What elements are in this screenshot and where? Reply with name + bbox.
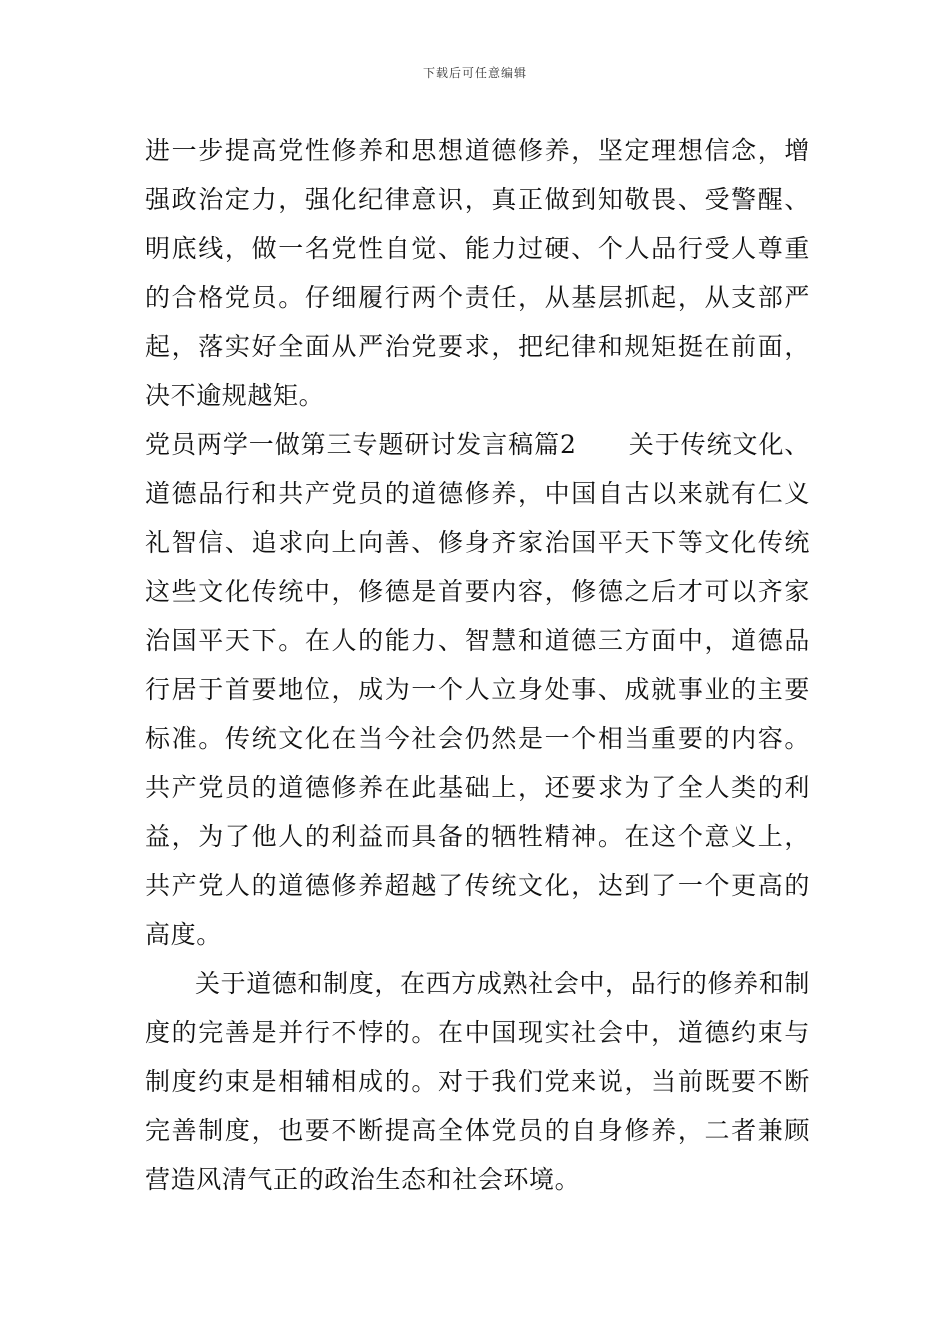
- paragraph-1: 进一步提高党性修养和思想道德修养，坚定理想信念，增强政治定力，强化纪律意识，真正做到知敬畏、受警醒、明底线，做一名党性自觉、能力过硬、个人品行受人尊重的合格党员。仔细履行两个责任，从基层抓起，从支部严起，落实好全面从严治党要求，把纪律和规矩挺在前面，决不逾规越矩。: [145, 136, 810, 410]
- page-header: 下载后可任意编辑: [422, 66, 527, 80]
- paragraph-2: 党员两学一做第三专题研讨发言稿篇2 关于传统文化、道德品行和共产党员的道德修养，中国自古以来就有仁义礼智信、追求向上向善、修身齐家治国平天下等文化传统这些文化传统中，修德是首要内容，修德之后才可以齐家治国平天下。在人的能力、智慧和道德三方面中，道德品行居于首要地位，成为一个人立身处事、成就事业的主要标准。传统文化在当今社会仍然是一个相当重要的内容。共产党员的道德修养在此基础上，还要求为了全人类的利益，为了他人的利益而具备的牺牲精神。在这个意义上，共产党人的道德修养超越了传统文化，达到了一个更高的高度。: [145, 430, 810, 949]
- document-body: [145, 126, 810, 1204]
- paragraph-3: 关于道德和制度，在西方成熟社会中，品行的修养和制度的完善是并行不悖的。在中国现实社会中，道德约束与制度约束是相辅相成的。对于我们党来说，当前既要不断完善制度，也要不断提高全体党员的自身修养，二者兼顾营造风清气正的政治生态和社会环境。: [145, 969, 810, 1194]
